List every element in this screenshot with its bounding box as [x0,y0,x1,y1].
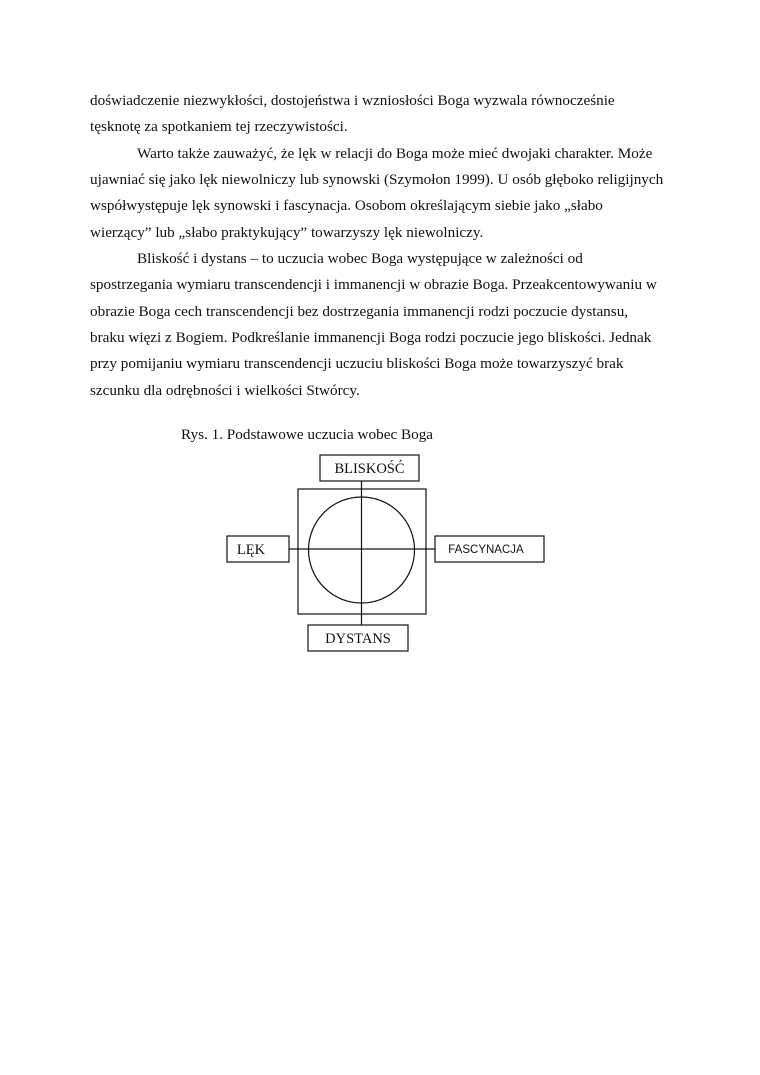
text-line: doświadczenie niezwykłości, dostojeństwa i wzniosłości Boga wyzwala równocześnie [90,92,615,109]
label-box-bottom [308,625,408,651]
figure-caption: Rys. 1. Podstawowe uczucia wobec Boga [181,426,434,443]
text-line: ujawniać się jako lęk niewolniczy lub synowski (Szymołon 1999). U osób głęboko religijnych [90,171,664,188]
label-bottom: DYSTANS [325,631,391,647]
label-left: LĘK [236,542,266,558]
text-line: Bliskość i dystans – to uczucia wobec Boga występujące w zależności od [137,250,583,267]
text-line: szcunku dla odrębności i wielkości Stwórcy. [90,382,360,399]
text-line: braku więzi z Bogiem. Podkreślanie immanencji Boga rodzi poczucie jego bliskości. Jednak [90,329,652,346]
text-line: obrazie Boga cech transcendencji bez dostrzegania immanencji rodzi poczucie dystansu, [90,303,629,320]
text-line: wierzący” lub „słabo praktykujący” towarzyszy lęk niewolniczy. [90,224,484,241]
label-right: FASCYNACJA [448,544,524,556]
text-line: Warto także zauważyć, że lęk w relacji do Boga może mieć dwojaki charakter. Może [137,145,653,162]
label-box-left [227,536,289,562]
label-top: BLISKOŚĆ [334,461,405,477]
label-box-top [320,455,419,481]
text-line: tęsknotę za spotkaniem tej rzeczywistości. [90,118,348,135]
text-line: przy pomijaniu wymiaru transcendencji uczuciu bliskości Boga może towarzyszyć brak [90,355,624,372]
label-box-right [435,536,544,562]
text-line: współwystępuje lęk synowski i fascynacja. Osobom określającym siebie jako „słabo [90,197,603,214]
text-line: spostrzegania wymiaru transcendencji i immanencji w obrazie Boga. Przeakcentowywaniu w [90,276,657,293]
